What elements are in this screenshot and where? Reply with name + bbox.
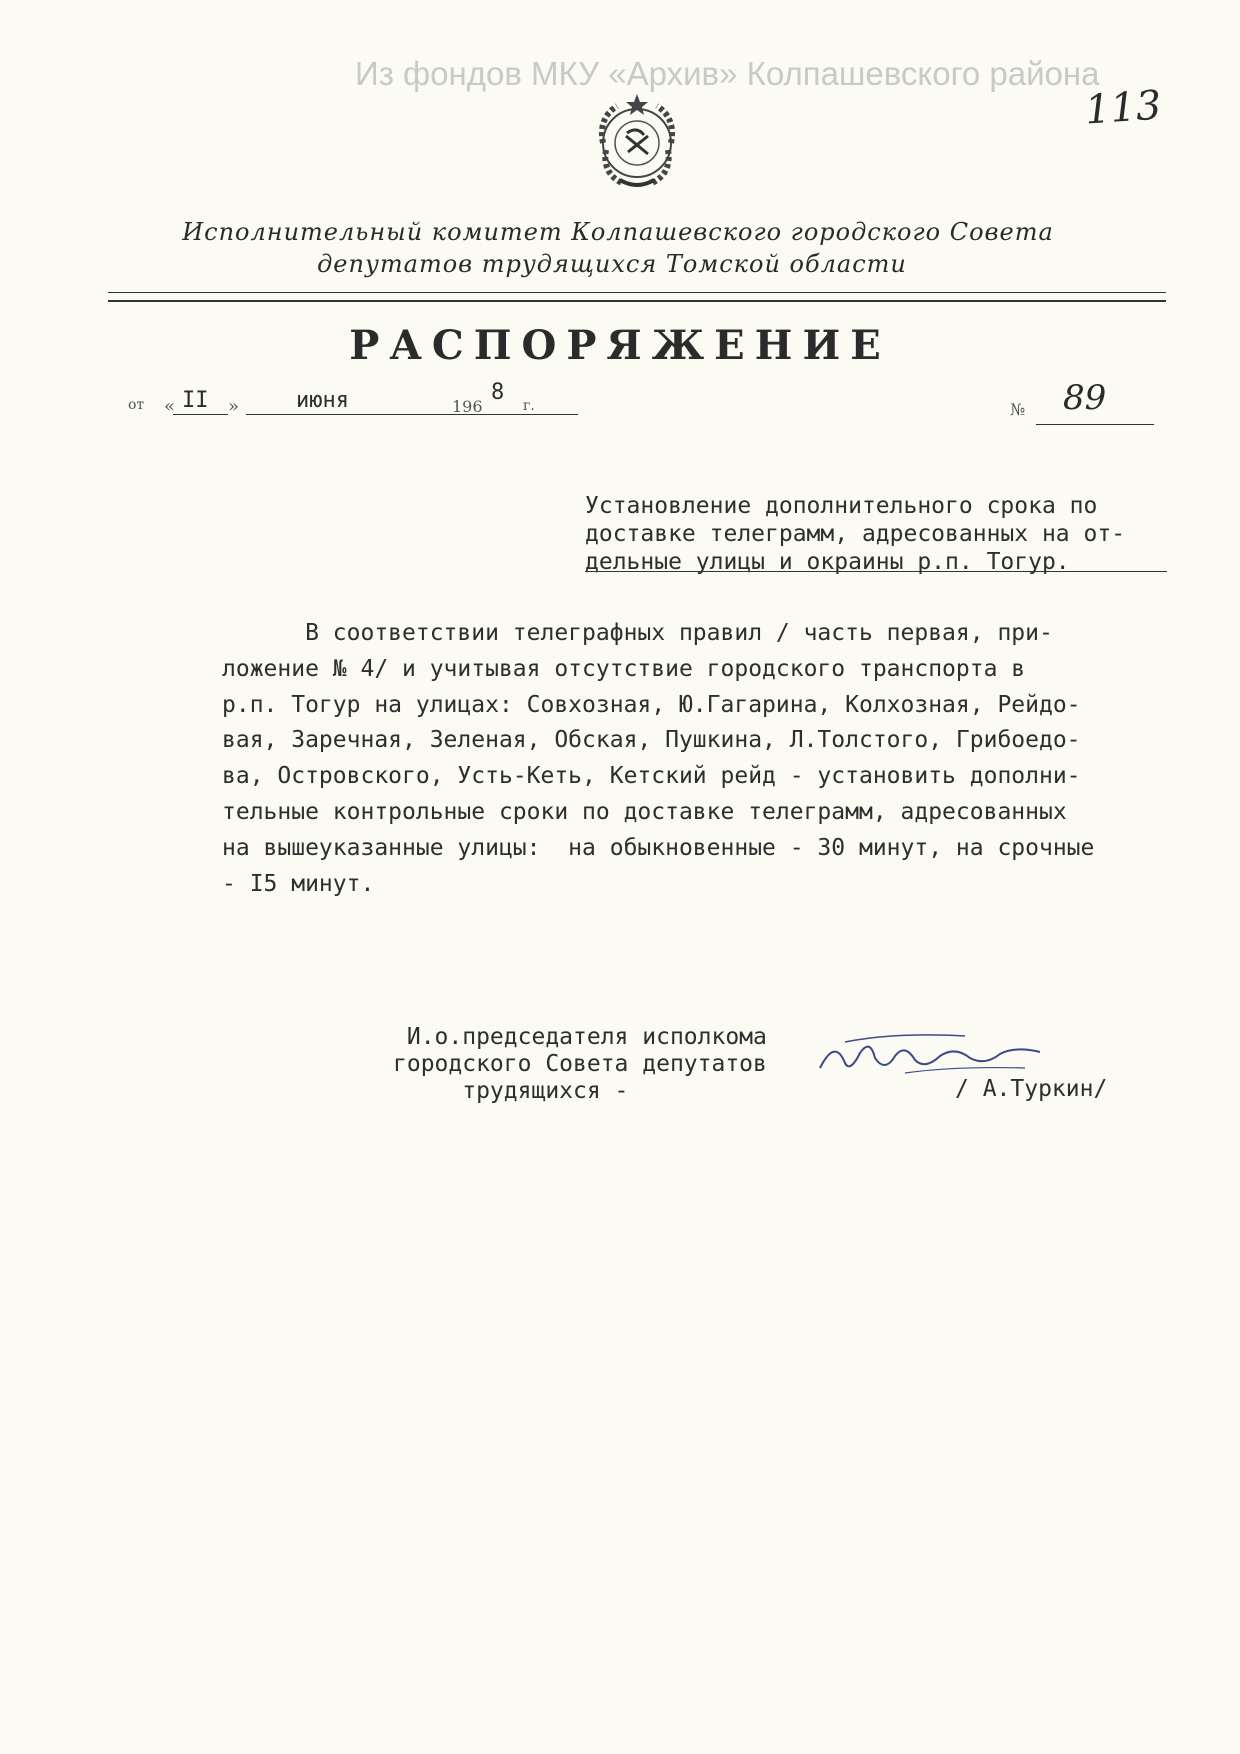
number-underline: [1036, 424, 1154, 425]
organization-name-line-2: депутатов трудящихся Томской области: [317, 250, 907, 278]
date-day: II: [182, 388, 209, 413]
body-line: тельные контрольные сроки по доставке телеграмм, адресованных: [222, 798, 1067, 825]
header-divider-thick: [108, 300, 1166, 302]
header-divider-thin: [108, 292, 1166, 293]
signature-title-line: трудящихся -: [393, 1078, 629, 1104]
signature-title-line: городского Совета депутатов: [393, 1051, 767, 1077]
body-line: В соответствии телеграфных правил / часть первая, при-: [222, 620, 1053, 646]
document-body: [222, 616, 1094, 902]
subject-line: дельные улицы и окраины р.п. Тогур.: [585, 549, 1070, 575]
number-value: 89: [1063, 378, 1107, 418]
body-line: вая, Заречная, Зеленая, Обская, Пушкина, Л.Толстого, Грибоедо-: [222, 727, 1081, 754]
date-year-prefix: 196: [452, 397, 483, 416]
month-underline: [246, 414, 578, 415]
date-month: июня: [296, 388, 349, 413]
body-line: - I5 минут.: [222, 870, 375, 897]
subject-underline: [585, 571, 1167, 572]
body-line: р.п. Тогур на улицах: Совхозная, Ю.Гагарина, Колхозная, Рейдо-: [222, 691, 1081, 718]
signature-title-line: И.о.председателя исполкома: [393, 1024, 767, 1050]
body-line: на вышеуказанные улицы: на обыкновенные - 30 минут, на срочные: [222, 834, 1095, 861]
date-year-suffix: г.: [523, 398, 535, 414]
date-from-label: от: [128, 397, 145, 413]
document-subject: [585, 492, 1125, 576]
coat-of-arms-emblem-icon: [582, 88, 692, 198]
date-open-quote: «: [164, 396, 176, 417]
organization-name-line-1: Исполнительный комитет Колпашевского городского Совета: [182, 218, 1054, 246]
number-label: №: [1010, 400, 1026, 419]
day-underline: [173, 414, 228, 415]
archive-sheet-number: 113: [1083, 82, 1163, 134]
body-line: ва, Островского, Усть-Кеть, Кетский рейд - установить дополни-: [222, 763, 1081, 790]
subject-line: Установление дополнительного срока по: [585, 493, 1098, 519]
document-title: РАСПОРЯЖЕНИЕ: [349, 322, 891, 369]
subject-line: доставке телеграмм, адресованных на от-: [585, 521, 1126, 547]
signature-title-block: [393, 1024, 767, 1105]
archive-watermark: Из фондов МКУ «Архив» Колпашевского района: [355, 55, 1100, 92]
body-line: ложение № 4/ и учитывая отсутствие городского транспорта в: [222, 655, 1026, 682]
signer-name: / А.Туркин/: [955, 1076, 1108, 1102]
date-close-quote: »: [228, 396, 240, 417]
date-year-digit: 8: [491, 380, 505, 405]
